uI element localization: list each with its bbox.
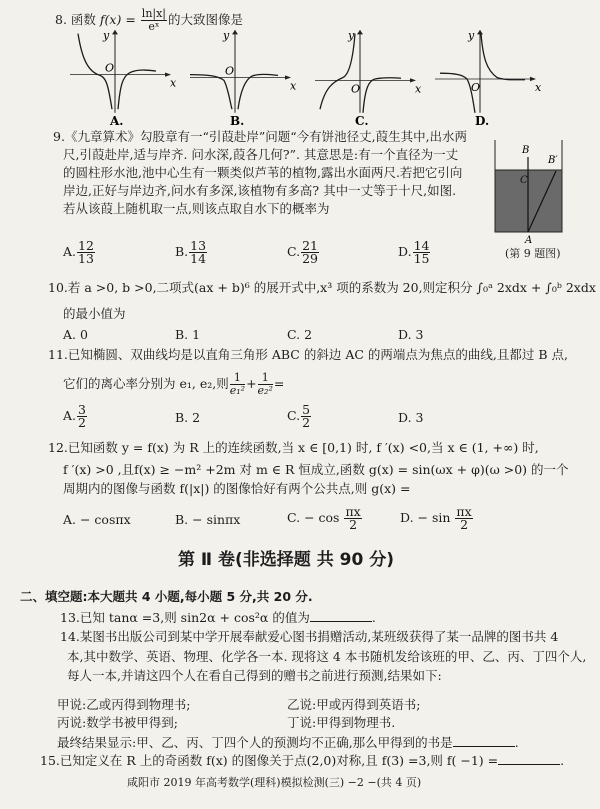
numerator: πx bbox=[456, 504, 472, 519]
operator: + bbox=[246, 376, 257, 391]
integral-a: ∫₀ᵃ 2xdx + bbox=[476, 280, 542, 295]
question-number: 13. bbox=[60, 610, 80, 625]
q12-line-1 bbox=[48, 440, 539, 456]
question-13 bbox=[60, 609, 376, 626]
y-arrow-icon bbox=[112, 30, 118, 34]
denominator: e₁² bbox=[229, 384, 246, 397]
statement-ding: 丁说:甲得到物理书. bbox=[287, 715, 396, 730]
q10-option-c: C. 2 bbox=[287, 327, 313, 342]
q14-line-1 bbox=[60, 629, 558, 645]
question-number: 12. bbox=[48, 440, 68, 455]
question-text: 已知函数 y = f(x) 为 R 上的连续函数,当 x ∈ [0,1) 时, f ′(x) <0,当 x ∈ (1, +∞) 时, bbox=[67, 440, 539, 455]
function-curve bbox=[238, 74, 278, 109]
q14-final bbox=[57, 734, 519, 751]
origin-label: O bbox=[471, 80, 481, 94]
function-curve bbox=[481, 34, 525, 80]
denominator: 14 bbox=[190, 251, 207, 266]
graph-option-d bbox=[435, 30, 545, 130]
question-text: 已知椭圆、双曲线均是以直角三角形 ABC 的斜边 AC 的两端点为焦点的曲线,且都过 B 点, bbox=[67, 347, 568, 362]
question-text: 《九章算术》勾股章有一“引葭赴岸”问题“今有饼池径丈,葭生其中,出水两 bbox=[64, 129, 468, 144]
q10-line-1 bbox=[48, 280, 596, 296]
graph-label: D. bbox=[475, 114, 490, 128]
q9-line-2: 尺,引葭赴岸,适与岸齐. 问水深,葭各几何?”. 其意思是:有一个直径为一丈 bbox=[63, 147, 459, 162]
graph-label: B. bbox=[230, 114, 245, 128]
q14-line-3: 每人一本,并请这四个人在看自己得到的赠书之前进行预测,结果如下: bbox=[67, 668, 442, 683]
q9-option-d bbox=[398, 240, 431, 265]
q11-option-c bbox=[287, 404, 312, 429]
q9-figure-caption: (第 9 题图) bbox=[505, 247, 561, 260]
question-number: 8. bbox=[55, 12, 67, 27]
option-label: C. bbox=[287, 408, 301, 423]
q9-option-b bbox=[175, 240, 208, 265]
q14-line-2: 本,其中数学、英语、物理、化学各一本. 现将这 4 本书随机发给该班的甲、乙、丙、丁四个人, bbox=[67, 649, 587, 664]
denominator: 2 bbox=[302, 415, 311, 430]
function-curve bbox=[320, 34, 355, 110]
numerator: ln|x| bbox=[141, 7, 167, 20]
origin-label: O bbox=[351, 82, 361, 96]
question-text: 已知定义在 R 上的奇函数 f(x) 的图像关于点(2,0)对称,且 f(3) =3,则 f( −1) = bbox=[59, 753, 499, 768]
question-number: 14. bbox=[60, 629, 80, 644]
q12-line-3: 周期内的图像与函数 f(|x|) 的图像恰好有两个公共点,则 g(x) = bbox=[63, 481, 411, 496]
y-axis-label: y bbox=[468, 29, 475, 42]
question-15 bbox=[40, 752, 564, 769]
punctuation: . bbox=[514, 735, 519, 750]
question-text: 已知 tanα =3,则 sin2α + cos²α 的值为 bbox=[79, 610, 310, 625]
option-label: A. bbox=[63, 244, 77, 259]
q9-option-a bbox=[63, 240, 96, 265]
q9-figure bbox=[490, 135, 570, 246]
graph-label: C. bbox=[355, 114, 369, 128]
statement-yi: 乙说:甲或丙得到英语书; bbox=[287, 697, 421, 712]
question-text: 若 a >0, b >0,二项式(ax + b)⁶ 的展开式中,x³ 项的系数为 20,则定积分 bbox=[67, 280, 473, 295]
question-text: 某图书出版公司到某中学开展奉献爱心图书捐赠活动,某班级获得了某一品牌的图书共 4 bbox=[79, 629, 559, 644]
q12-option-b: B. − sinπx bbox=[175, 512, 241, 527]
question-number: 15. bbox=[40, 753, 60, 768]
graph-option-b bbox=[190, 30, 300, 130]
q9-line-5: 若从该葭上随机取一点,则该点取自水下的概率为 bbox=[63, 201, 330, 216]
answer-blank[interactable] bbox=[498, 752, 560, 765]
q11-option-a bbox=[63, 404, 88, 429]
denominator: 29 bbox=[302, 251, 318, 266]
q11-option-b: B. 2 bbox=[175, 410, 201, 425]
origin-label: O bbox=[105, 61, 115, 75]
numerator: 3 bbox=[78, 402, 86, 417]
function-curve bbox=[363, 78, 401, 113]
option-label: D. − sin bbox=[400, 510, 451, 525]
y-axis-label: y bbox=[223, 29, 230, 42]
numerator: 1 bbox=[230, 372, 245, 385]
y-axis-label: y bbox=[348, 29, 355, 42]
option-label: A. bbox=[63, 408, 77, 423]
denominator: 2 bbox=[460, 517, 469, 532]
y-arrow-icon bbox=[477, 30, 483, 34]
q11-option-d: D. 3 bbox=[398, 410, 424, 425]
y-arrow-icon bbox=[232, 30, 238, 34]
graph-option-a bbox=[70, 30, 180, 130]
option-label: D. bbox=[398, 244, 412, 259]
x-axis-label: x bbox=[535, 80, 542, 94]
q10-option-d: D. 3 bbox=[398, 327, 424, 342]
denominator: eˣ bbox=[148, 20, 160, 33]
y-axis-label: y bbox=[103, 29, 110, 42]
numerator: 21 bbox=[302, 238, 318, 253]
denominator: 15 bbox=[413, 251, 430, 266]
answer-blank[interactable] bbox=[453, 734, 515, 747]
question-number: 9. bbox=[53, 129, 65, 144]
q10-option-b: B. 1 bbox=[175, 327, 201, 342]
q12-option-a: A. − cosπx bbox=[63, 512, 131, 527]
option-label: C. bbox=[287, 244, 301, 259]
numerator: 5 bbox=[302, 402, 311, 417]
label-b: B bbox=[522, 145, 530, 156]
x-axis-label: x bbox=[415, 82, 422, 96]
graph-label: A. bbox=[110, 114, 124, 128]
numerator: 1 bbox=[258, 372, 273, 385]
graph-option-c bbox=[315, 30, 425, 130]
statement-jia: 甲说:乙或丙得到物理书; bbox=[57, 697, 191, 712]
q11-line-1 bbox=[48, 347, 568, 363]
y-arrow-icon bbox=[357, 30, 363, 34]
denominator: 2 bbox=[78, 415, 86, 430]
q9-line-4: 岸边,正好与岸边齐,问水有多深,该植物有多高? 其中一丈等于十尺,如图. bbox=[63, 183, 457, 198]
q12-option-c bbox=[287, 506, 363, 531]
denominator: 2 bbox=[349, 517, 358, 532]
option-label: B. bbox=[175, 244, 189, 259]
option-label: C. − cos bbox=[287, 510, 340, 525]
denominator: e₂² bbox=[257, 384, 273, 397]
punctuation: . bbox=[560, 753, 565, 768]
q11-line-2 bbox=[63, 372, 284, 397]
q10-line-2: 的最小值为 bbox=[63, 306, 126, 321]
page-footer: 咸阳市 2019 年高考数学(理科)模拟检测(三) −2 −(共 4 页) bbox=[127, 776, 422, 789]
q12-line-2: f ′(x) >0 ,且f(x) ≥ −m² +2m 对 m ∈ R 恒成立,函数 g(x) = sin(ωx + φ)(ω >0) 的一个 bbox=[63, 462, 569, 477]
question-text: 函数 bbox=[70, 12, 96, 27]
x-axis-label: x bbox=[170, 76, 177, 90]
q10-option-a: A. 0 bbox=[63, 327, 88, 342]
x-axis-label: x bbox=[290, 79, 297, 93]
numerator: 12 bbox=[78, 238, 94, 253]
fill-in-heading: 二、填空题:本大题共 4 小题,每小题 5 分,共 20 分. bbox=[20, 589, 313, 604]
label-b-prime: B′ bbox=[548, 155, 558, 166]
q9-line-1 bbox=[53, 129, 467, 145]
operator: = bbox=[273, 376, 285, 391]
numerator: πx bbox=[345, 504, 361, 519]
q9-option-c bbox=[287, 240, 320, 265]
denominator: 13 bbox=[78, 251, 94, 266]
question-number: 10. bbox=[48, 280, 68, 295]
origin-label: O bbox=[225, 64, 235, 78]
integral-b: ∫₀ᵇ 2xdx bbox=[545, 280, 596, 295]
punctuation: . bbox=[371, 610, 376, 625]
label-c: C bbox=[520, 175, 528, 186]
question-text: 最终结果显示:甲、乙、丙、丁四个人的预测均不正确,那么甲得到的书是 bbox=[57, 735, 453, 750]
question-text: 的大致图像是 bbox=[168, 12, 244, 27]
question-text: 它们的离心率分别为 e₁, e₂,则 bbox=[63, 376, 229, 391]
section-2-title: 第 Ⅱ 卷(非选择题 共 90 分) bbox=[178, 550, 394, 570]
function-curve bbox=[118, 70, 156, 109]
answer-blank[interactable] bbox=[310, 609, 372, 622]
numerator: 13 bbox=[190, 238, 207, 253]
statement-bing: 丙说:数学书被甲得到; bbox=[57, 715, 178, 730]
formula: f(x) = bbox=[99, 12, 136, 27]
q9-line-3: 的圆柱形水池,池中心生有一颗类似芦苇的植物,露出水面两尺.若把它引向 bbox=[63, 165, 463, 180]
numerator: 14 bbox=[413, 238, 430, 253]
label-a: A bbox=[525, 235, 533, 246]
q12-option-d bbox=[400, 506, 474, 531]
function-curve bbox=[190, 75, 232, 110]
question-number: 11. bbox=[48, 347, 68, 362]
